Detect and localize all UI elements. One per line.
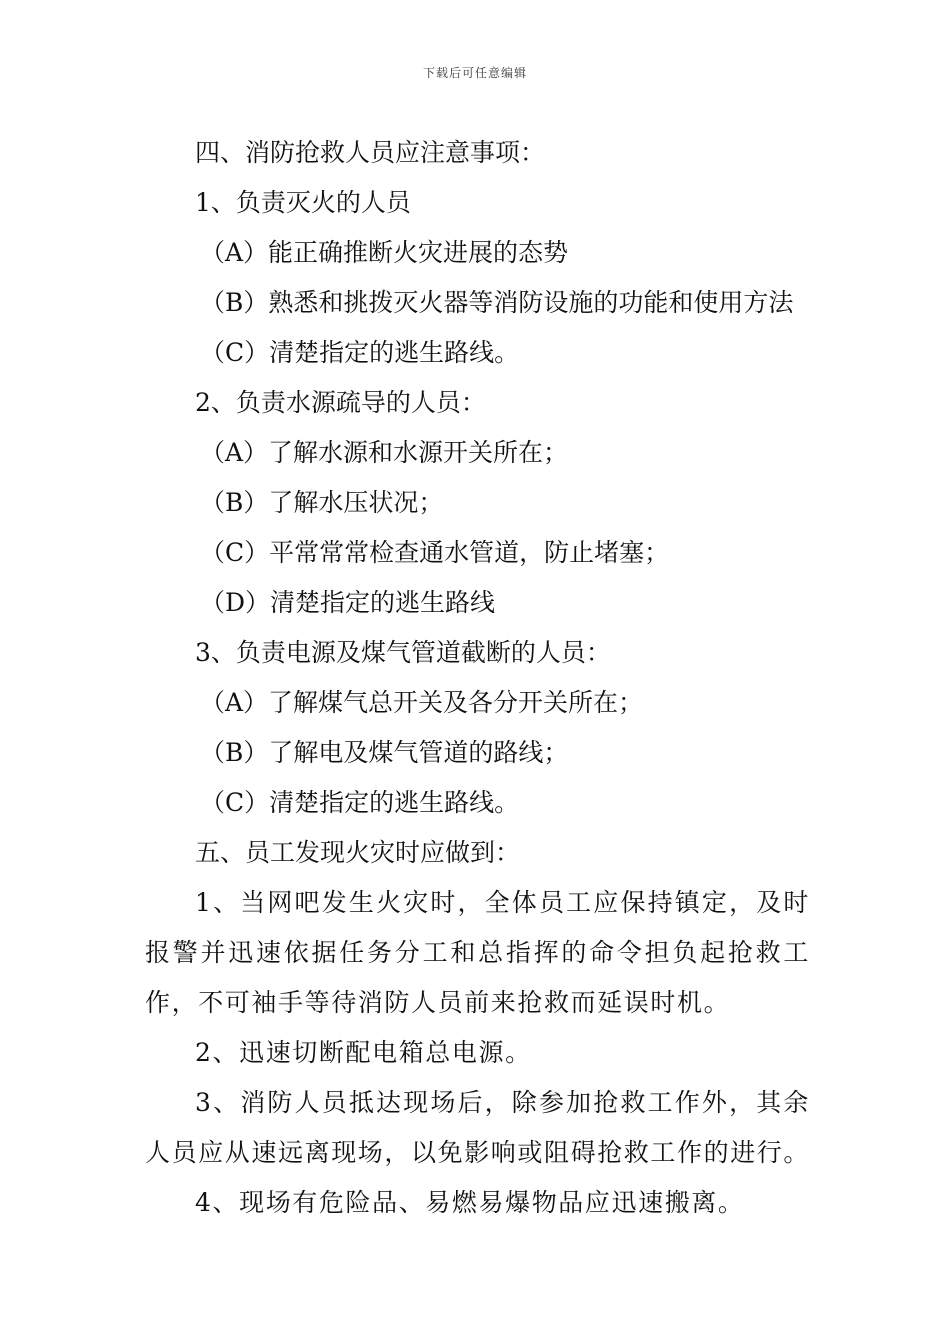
item-heading-2: 2、负责水源疏导的人员： [195, 388, 486, 417]
sub-item: （C）平常常常检查通水管道，防止堵塞； [200, 538, 670, 567]
sub-item: （B）熟悉和挑拨灭火器等消防设施的功能和使用方法 [200, 288, 794, 317]
page-header: 下载后可任意编辑 [422, 66, 527, 80]
sub-item: （A）能正确推断火灾进展的态势 [200, 238, 569, 267]
sub-item: （C）清楚指定的逃生路线。 [200, 338, 520, 367]
document-body [145, 128, 810, 1228]
sub-item: （D）清楚指定的逃生路线 [200, 588, 496, 617]
paragraph: 1、当网吧发生火灾时，全体员工应保持镇定，及时报警并迅速依据任务分工和总指挥的命令担负起抢救工作，不可袖手等待消防人员前来抢救而延误时机。 [145, 888, 810, 1017]
sub-item: （C）清楚指定的逃生路线。 [200, 788, 520, 817]
paragraph: 2、迅速切断配电箱总电源。 [195, 1038, 532, 1067]
paragraph: 3、消防人员抵达现场后，除参加抢救工作外，其余人员应从速远离现场，以免影响或阻碍抢救工作的进行。 [145, 1088, 811, 1167]
section-heading-5: 五、员工发现火灾时应做到： [195, 838, 521, 867]
sub-item: （A）了解水源和水源开关所在； [200, 438, 569, 467]
section-heading-4: 四、消防抢救人员应注意事项： [195, 138, 546, 167]
item-heading-1: 1、负责灭火的人员 [195, 188, 411, 217]
paragraph: 4、现场有危险品、易燃易爆物品应迅速搬离。 [195, 1188, 745, 1217]
item-heading-3: 3、负责电源及煤气管道截断的人员： [195, 638, 611, 667]
sub-item: （B）了解电及煤气管道的路线； [200, 738, 569, 767]
sub-item: （A）了解煤气总开关及各分开关所在； [200, 688, 644, 717]
sub-item: （B）了解水压状况； [200, 488, 444, 517]
